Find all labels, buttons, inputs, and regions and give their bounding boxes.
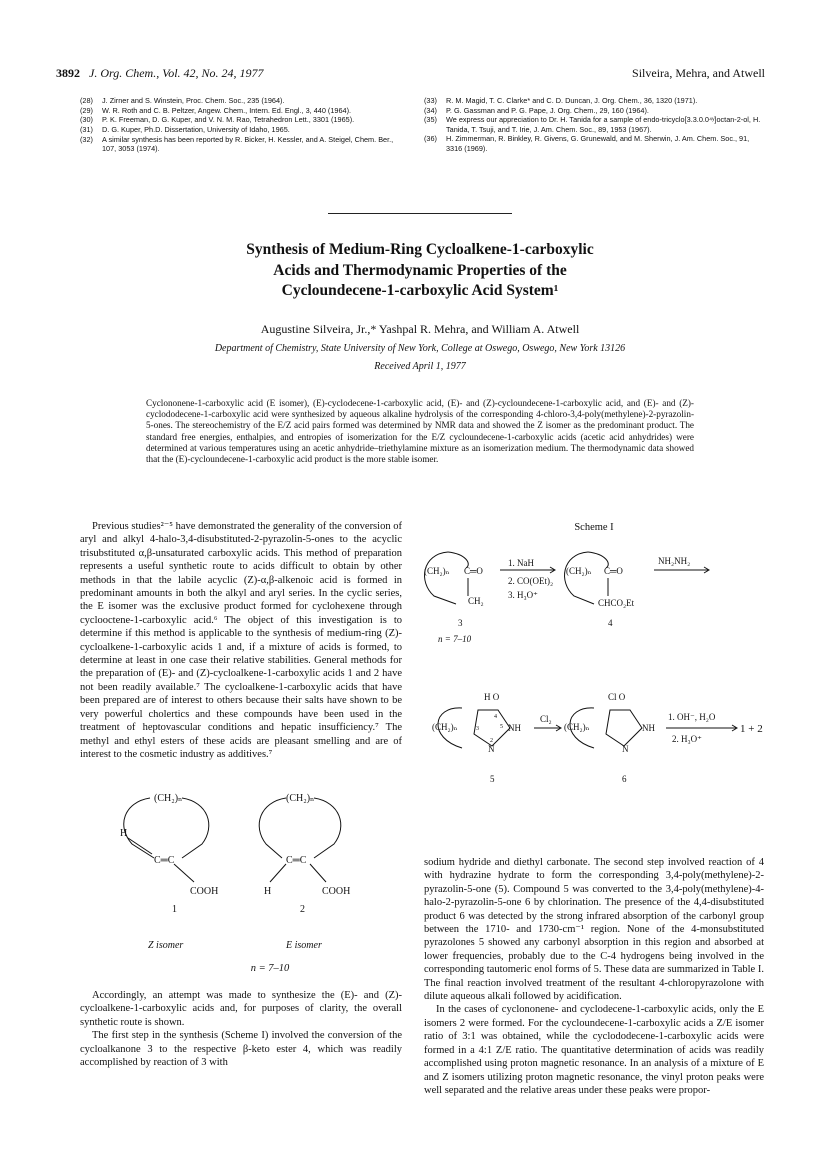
body-column-left-continued [80,989,402,1069]
reference-entry [424,106,764,115]
h-atom-z: H [120,828,128,839]
ch2-3: CH₂ [468,596,484,606]
acid-structures-figure [110,786,370,966]
h-atom-e: H [264,886,272,897]
ring-num-5-5: 5 [500,724,503,730]
z-isomer-label: Z isomer [148,940,184,951]
reference-text: P. K. Freeman, D. G. Kuper, and V. N. M. Rao, Tetrahedron Lett., 3301 (1965). [102,115,355,125]
ring-arc-left-e [259,798,286,858]
reference-entry [80,106,400,115]
final-products: 1 + 2 [740,723,763,735]
ring-4-arc [565,552,594,604]
reference-number: (32) [80,134,93,144]
nh-6: NH [642,723,655,733]
cl-o-6: Cl O [608,692,626,702]
reference-text: A similar synthesis has been reported by R. Bicker, H. Kessler, and A. Steigel, Chem. Ber., 107, 3053 (1974). [102,134,394,154]
reference-entry [80,125,400,134]
bond-h-e [270,864,286,882]
ring-5-label: (CH₂)ₙ [432,722,458,732]
reference-text: H. Zimmerman, R. Binkley, R. Givens, G. Grunewald, and M. Sherwin, J. Am. Chem. Soc., 91, 3316 (1969). [446,134,750,153]
reference-entry [424,96,764,105]
acids-n-range: n = 7–10 [250,963,290,974]
reference-text: D. G. Kuper, Ph.D. Dissertation, University of Idaho, 1965. [102,125,290,135]
compound-6-label: 6 [622,774,627,784]
reference-text: P. G. Gassman and P. G. Pape, J. Org. Chem., 29, 160 (1964). [446,105,649,115]
abstract: Cyclononene-1-carboxylic acid (E isomer), (E)-cyclodecene-1-carboxylic acid, (E)- and (Z)-cycloundecene-1-carboxylic acid, and (E)- and (Z)-cyclododecene-1-carboxylic acid were synthesized by aqueous alkaline hydrolysis of the corresponding 4-chloro-3,4-poly(methylene)-2-pyrazolin-5-ones. The stereochemistry of the E/Z acid pairs formed was determined by NMR data and showed the Z isomer as the predominant product. The standard free energies, enthalpies, and entropies of isomerization for the E/Z cycloundecene-1-carboxylic acids (acetic acid anhydrides) were determined at various temperatures using an acetic anhydride–triethylamine mixture as an isomerization medium. The thermodynamic data showed that the (E)-cycloundecene-1-carboxylic acid product is the more stable isomer. [146,398,694,465]
ring-arc-right [182,798,209,858]
double-bond-e: C═C [286,855,307,866]
compound-number-2: 2 [300,904,305,915]
article-title [150,240,690,302]
scheme-title: Scheme I [574,522,614,533]
step2-reagent: NH₂NH₂ [658,556,691,566]
step4-reagent-1: 1. OH⁻, H₂O [668,712,716,722]
title-line: Acids and Thermodynamic Properties of the [273,261,567,279]
title-line: Synthesis of Medium-Ring Cycloalkene-1-carboxylic [246,241,594,258]
ring-4-label: (CH₂)ₙ [566,566,592,576]
body-paragraph: In the cases of cyclononene- and cyclodecene-1-carboxylic acids, only the E isomers 2 were formed. For the cycloundecene-1-carboxylic acids a Z/E isomer ratio of 3:1 was obtained, while the cyclododecene-1-carboxylic acids were formed in a 4:1 Z/E ratio. The quantitative determination of acids was readily accomplished using proton magnetic resonance. In an analysis of a mixture of E and Z isomers utilizing proton magnetic resonance, the vinyl proton peaks were well separated and the relative areas under these peaks were propor- [424,1004,764,1096]
ring-6-label: (CH₂)ₙ [564,722,590,732]
author-list: Augustine Silveira, Jr.,* Yashpal R. Mehra, and William A. Atwell [260,322,580,336]
reference-number: (31) [80,125,93,135]
ring-num-4-5: 4 [494,714,497,720]
bond-cooh-e [310,864,326,882]
n-5: N [488,744,495,754]
nh-5: NH [508,723,521,733]
journal-citation: J. Org. Chem., Vol. 42, No. 24, 1977 [89,66,264,80]
ring-label-e: (CH₂)ₙ [286,793,315,804]
n-range-label: n = 7–10 [438,634,472,644]
h-o-5: H O [484,692,500,702]
reference-entry [424,115,764,133]
step4-reagent-2: 2. H₃O⁺ [672,734,702,744]
n-6: N [622,744,629,754]
title-line: Cycloundecene-1-carboxylic Acid System¹ [281,282,559,299]
running-head [56,66,765,82]
reference-text: W. R. Roth and C. B. Peltzer, Angew. Chem., Intern. Ed. Engl., 3, 440 (1964). [102,105,352,115]
body-paragraph: Previous studies²⁻⁵ have demonstrated the generality of the conversion of aryl and alkyl 4-halo-3,4-disubstituted-2-pyrazolin-5-ones to the acyclic trisubstituted α,β-unsaturated carboxylic acids. This method of preparation represents a useful synthetic route to acids difficult to obtain by other methods in that the labile acyclic (Z)-α,β-alkenoic acid is formed in predominant amounts in both the alkyl and aryl series. In the cyclic series, the E isomer was the exclusive product formed for cyclohexene through cyclooctene-1-carboxylic acid.⁶ The object of this investigation is to determine if this method is applicable to the synthesis of medium-ring (Z)-cycloalkene-1-carboxylic acids 1 and, if a mixture of acids is formed, to determine at least in one case their relative stabilities. General methods for the preparation of (E)- and (Z)-cycloalkene-1-carboxylic acids 1 and 2 have not been readily available.⁷ The cycloalkene-1-carboxylic acids that have been prepared are of interest to others because their salts have shown to be very powerful cholertics and these compounds have been used in the treatment of heptovascular conditions and hepatic insufficiency.⁷ The methyl and ethyl esters of these acids are pleasant smelling and are of interest to the cosmetic industry as additives.⁷ [80,521,402,760]
body-column-right [424,856,764,1097]
page-number: 3892 [56,66,80,80]
bond-h-z [128,838,152,854]
body-column-left [80,520,402,761]
step1-reagent-2: 2. CO(OEt)₂ [508,576,554,586]
compound-3-label: 3 [458,618,463,628]
section-divider [328,213,512,214]
ring-3-label: (CH₂)ₙ [424,566,450,576]
reference-number: (34) [424,105,437,115]
step1-reagent-3: 3. H₃O⁺ [508,590,538,600]
ring-num-2-5: 2 [490,738,493,744]
ring-label-z: (CH₂)ₙ [154,793,183,804]
cl2-reagent: Cl₂ [540,714,552,724]
references-right [424,96,764,153]
step1-reagent-1: 1. NaH [508,558,534,568]
bond-cooh-z [174,864,194,882]
running-authors: Silveira, Mehra, and Atwell [632,66,765,80]
cooh-z: COOH [190,886,219,897]
reference-number: (36) [424,134,437,144]
e-isomer-label: E isomer [286,940,322,951]
reference-number: (28) [80,96,93,105]
reference-entry [424,134,764,152]
reference-text: R. M. Magid, T. C. Clarke* and C. D. Duncan, J. Org. Chem., 36, 1320 (1971). [446,96,698,105]
body-paragraph: Accordingly, an attempt was made to synthesize the (E)- and (Z)-cycloalkene-1-carboxylic acids and, for purposes of clarity, the overall synthetic route is shown. [80,990,402,1028]
compound-number-1: 1 [172,904,177,915]
reference-text: J. Zirner and S. Winstein, Proc. Chem. Soc., 235 (1964). [102,96,285,105]
affiliation: Department of Chemistry, State University of New York, College at Oswego, Oswego, New York 13126 [214,343,626,354]
references-left [80,96,400,154]
ester-4: CHCO₂Et [598,598,635,608]
ring-arc-left [124,798,154,858]
received-date: Received April 1, 1977 [374,361,466,372]
reference-entry [80,115,400,124]
reference-number: (35) [424,115,437,125]
scheme-one-figure [418,538,770,850]
reference-text: We express our appreciation to Dr. H. Tanida for a sample of endo-tricyclo[3.3.0.0⁴ʸ]octan-2-ol, H. Tanida, T. Tsuji, and T. Irie, J. Am. Chem. Soc., 89, 1953 (1967). [446,115,761,134]
pyrazolone-6 [606,710,642,746]
compound-5-label: 5 [490,774,495,784]
ring-arc-right-e [314,798,341,858]
ketone-4: C═O [604,566,623,576]
compound-4-label: 4 [608,618,613,628]
cooh-e: COOH [322,886,351,897]
reference-number: (33) [424,96,437,105]
body-paragraph: The first step in the synthesis (Scheme I) involved the conversion of the cycloalkanone 3 to the respective β-keto ester 4, which was readily accomplished by reaction of 3 with [80,1030,402,1069]
reference-entry [80,96,400,105]
reference-entry [80,135,400,153]
double-bond-z: C═C [154,855,175,866]
body-paragraph: sodium hydride and diethyl carbonate. The second step involved reaction of 4 with hydrazine hydrate to form the corresponding 3,4-poly(methylene)-2-pyrazolin-5-one (5). Compound 5 was converted to the 3,4-poly(methylene)-4-halo-2-pyrazolin-5-one 6 by chlorination. The presence of the 4,4-disubstituted product 6 was detected by the strong infrared absorption of the carbonyl group between the 1710- and 1730-cm⁻¹ region. None of the 4-monsubstituted pyrazolones 5 showed any carbonyl absorption in this region and absorbed at lower frequencies, probably due to the C-4 hydrogens being involved in the corresponding tautomeric enol forms of 5. These data are summarized in Table I. The final reaction involved treatment of the resultant 4-chloropyrazolone with dilute aqueous alkali followed by acidification. [424,857,764,1003]
reference-number: (29) [80,105,93,115]
ketone-3: C═O [464,566,483,576]
reference-number: (30) [80,115,93,125]
ring-num-3-5: 3 [476,726,479,732]
ring-3-arc [425,552,456,604]
